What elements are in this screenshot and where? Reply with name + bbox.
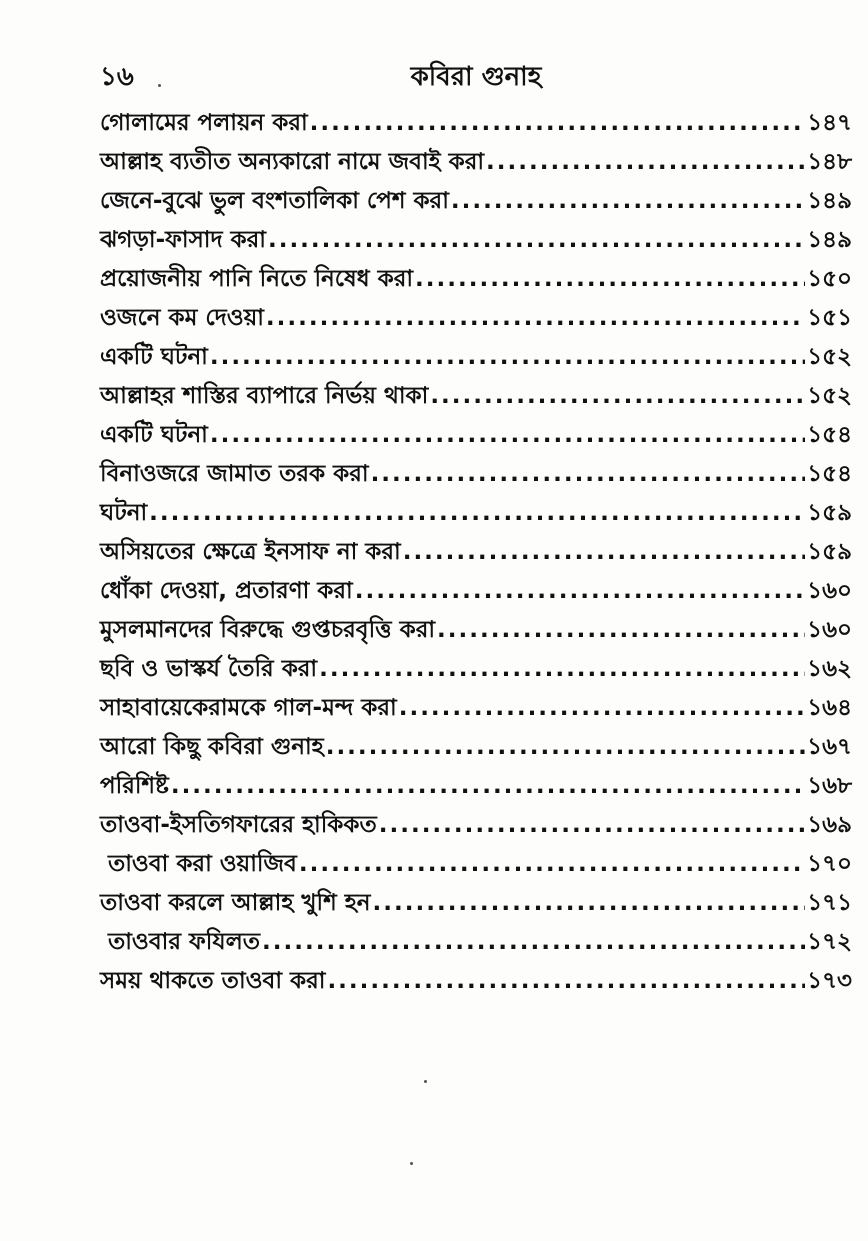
toc-entry-page: ১৫৯ bbox=[807, 539, 852, 565]
toc-entry-page: ১৫৪ bbox=[807, 461, 852, 487]
toc-entry-page: ১৪৯ bbox=[807, 188, 852, 214]
dot-leader bbox=[327, 968, 805, 994]
dot-leader bbox=[415, 266, 805, 292]
toc-entry bbox=[100, 572, 852, 611]
toc-entry bbox=[100, 845, 852, 884]
toc-entry bbox=[100, 455, 852, 494]
page-header bbox=[100, 56, 852, 96]
dot-leader bbox=[486, 149, 805, 175]
dot-leader bbox=[310, 110, 806, 136]
dot-leader bbox=[326, 734, 805, 760]
toc-entry-title: সময় থাকতে তাওবা করা bbox=[100, 968, 326, 994]
toc-entry-page: ১৪৭ bbox=[807, 110, 852, 136]
toc-entry-page: ১৪৮ bbox=[807, 149, 852, 175]
toc-entry bbox=[100, 338, 852, 377]
toc-entry-page: ১৬৯ bbox=[807, 812, 852, 838]
toc-entry-page: ১৭১ bbox=[807, 890, 852, 916]
toc-entry-page: ১৫২ bbox=[807, 344, 852, 370]
toc-entry-title: ঘটনা bbox=[100, 500, 148, 526]
dot-leader bbox=[171, 773, 805, 799]
table-of-contents bbox=[100, 104, 852, 1001]
toc-entry-page: ১৫১ bbox=[807, 305, 852, 331]
toc-entry bbox=[100, 923, 852, 962]
toc-entry bbox=[100, 806, 852, 845]
toc-entry-title: অসিয়তের ক্ষেত্রে ইনসাফ না করা bbox=[100, 539, 401, 565]
dot-leader bbox=[430, 383, 805, 409]
dot-leader bbox=[268, 227, 805, 253]
toc-entry-title: প্রয়োজনীয় পানি নিতে নিষেধ করা bbox=[100, 266, 414, 292]
running-title: কবিরা গুনাহ bbox=[410, 62, 542, 92]
toc-entry-page: ১৭০ bbox=[807, 851, 852, 877]
toc-entry-page: ১৭৩ bbox=[807, 968, 852, 994]
toc-entry-title: পরিশিষ্ট bbox=[100, 773, 169, 799]
toc-entry bbox=[100, 377, 852, 416]
page-number: ১৬ bbox=[100, 62, 134, 92]
toc-entry-title: আল্লাহর শাস্তির ব্যাপারে নির্ভয় থাকা bbox=[100, 383, 429, 409]
dot-leader bbox=[403, 539, 806, 565]
dot-leader bbox=[399, 695, 805, 721]
toc-entry bbox=[100, 221, 852, 260]
paper-speck bbox=[424, 1080, 427, 1083]
toc-entry-title: জেনে-বুঝে ভুল বংশতালিকা পেশ করা bbox=[100, 188, 449, 214]
toc-entry-page: ১৭২ bbox=[807, 929, 852, 955]
dot-leader bbox=[379, 812, 805, 838]
toc-entry bbox=[100, 143, 852, 182]
toc-entry-page: ১৫৯ bbox=[807, 500, 852, 526]
dot-leader bbox=[451, 188, 805, 214]
toc-entry-title: মুসলমানদের বিরুদ্ধে গুপ্তচরবৃত্তি করা bbox=[100, 617, 436, 643]
toc-entry-page: ১৬০ bbox=[807, 617, 852, 643]
dot-leader bbox=[149, 500, 805, 526]
toc-entry bbox=[100, 650, 852, 689]
toc-entry-page: ১৫২ bbox=[807, 383, 852, 409]
toc-entry-title: ছবি ও ভাস্কর্য তৈরি করা bbox=[100, 656, 318, 682]
paper-speck bbox=[158, 84, 161, 87]
toc-entry bbox=[100, 533, 852, 572]
dot-leader bbox=[355, 578, 805, 604]
toc-entry bbox=[100, 884, 852, 923]
toc-entry bbox=[100, 611, 852, 650]
toc-entry bbox=[100, 260, 852, 299]
toc-entry-title: ধোঁকা দেওয়া, প্রতারণা করা bbox=[100, 578, 353, 604]
dot-leader bbox=[299, 851, 805, 877]
toc-entry-title: তাওবা-ইসতিগফারের হাকিকত bbox=[100, 812, 377, 838]
toc-entry-page: ১৬৮ bbox=[807, 773, 852, 799]
toc-entry-title: আল্লাহ ব্যতীত অন্যকারো নামে জবাই করা bbox=[100, 149, 485, 175]
dot-leader bbox=[262, 929, 805, 955]
toc-entry-title: ঝগড়া-ফাসাদ করা bbox=[100, 227, 266, 253]
dot-leader bbox=[437, 617, 805, 643]
toc-entry-title: আরো কিছু কবিরা গুনাহ bbox=[100, 734, 324, 760]
toc-entry-title: তাওবার ফযিলত bbox=[108, 929, 261, 955]
toc-entry bbox=[100, 182, 852, 221]
paper-speck bbox=[410, 1162, 413, 1165]
toc-entry bbox=[100, 104, 852, 143]
toc-entry-page: ১৪৯ bbox=[807, 227, 852, 253]
toc-entry bbox=[100, 299, 852, 338]
toc-entry-page: ১৫৪ bbox=[807, 422, 852, 448]
toc-entry-title: তাওবা করা ওয়াজিব bbox=[108, 851, 297, 877]
toc-entry bbox=[100, 728, 852, 767]
toc-entry bbox=[100, 494, 852, 533]
dot-leader bbox=[210, 422, 805, 448]
toc-entry-page: ১৬২ bbox=[807, 656, 852, 682]
toc-entry-title: একটি ঘটনা bbox=[100, 422, 208, 448]
toc-entry bbox=[100, 767, 852, 806]
dot-leader bbox=[319, 656, 805, 682]
toc-entry-title: বিনাওজরে জামাত তরক করা bbox=[100, 461, 369, 487]
toc-entry-page: ১৬৭ bbox=[807, 734, 852, 760]
toc-entry bbox=[100, 962, 852, 1001]
toc-entry-page: ১৬৪ bbox=[807, 695, 852, 721]
dot-leader bbox=[210, 344, 805, 370]
dot-leader bbox=[266, 305, 805, 331]
dot-leader bbox=[371, 461, 806, 487]
toc-entry-page: ১৬০ bbox=[807, 578, 852, 604]
toc-entry-title: ওজনে কম দেওয়া bbox=[100, 305, 264, 331]
toc-entry-page: ১৫০ bbox=[807, 266, 852, 292]
toc-entry-title: গোলামের পলায়ন করা bbox=[100, 110, 308, 136]
dot-leader bbox=[373, 890, 806, 916]
toc-entry-title: তাওবা করলে আল্লাহ খুশি হন bbox=[100, 890, 371, 916]
toc-entry bbox=[100, 416, 852, 455]
toc-entry bbox=[100, 689, 852, 728]
toc-entry-title: সাহাবায়েকেরামকে গাল-মন্দ করা bbox=[100, 695, 397, 721]
toc-entry-title: একটি ঘটনা bbox=[100, 344, 208, 370]
